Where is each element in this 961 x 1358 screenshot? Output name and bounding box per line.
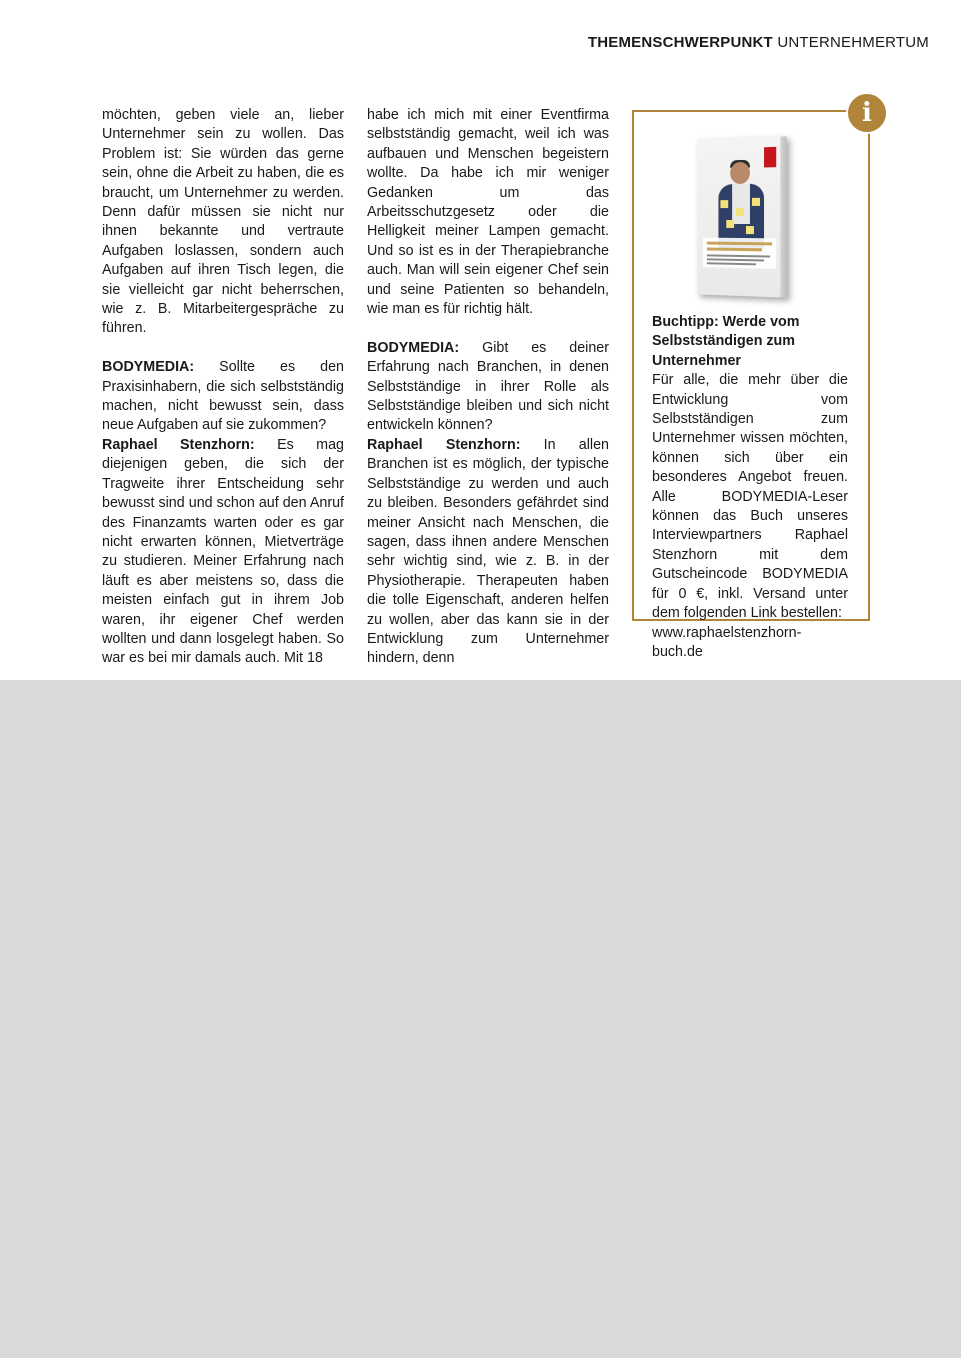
book-tip-body: Für alle, die mehr über die Entwicklung vom Selbstständigen zum Unternehmer wissen möchten, können sich über ein besonderes Angebot freuen. Alle BODYMEDIA-Leser können das Buch unseres Interviewpartners Raphael Stenzhorn mit dem Gutscheincode BODYMEDIA für 0 €, inkl. Versand unter dem folgenden Link bestellen:	[652, 372, 848, 622]
answer-paragraph	[102, 436, 344, 669]
book-cover-image	[697, 136, 786, 297]
book-tip-content	[652, 313, 848, 662]
question-paragraph	[102, 358, 344, 436]
article-column-2	[367, 106, 609, 669]
section-header	[588, 34, 929, 51]
answer-paragraph	[367, 436, 609, 669]
question-paragraph	[367, 339, 609, 436]
book-tip-link[interactable]: www.raphaelstenzhorn-buch.de	[652, 624, 802, 660]
empty-gray-area	[0, 680, 961, 1358]
info-icon: i	[846, 92, 888, 134]
question-text: Sollte es den Praxisinhabern, die sich selbstständig machen, nicht bewusst sein, dass neue Aufgaben auf sie zukommen?	[102, 359, 344, 434]
answer-text: Es mag diejenigen geben, die sich der Tragweite ihrer Entscheidung sehr bewusst sind und schon auf den Anruf des Finanzamts warten oder es gar nicht erwarten können, Mietverträge zu studieren. Meiner Erfahrung nach läuft es aber meistens so, dass die meisten einfach gut in ihrem Job waren, ihr eigener Chef werden wollten und dann losgelegt haben. So war es bei mir damals auch. Mit 18	[102, 436, 344, 667]
article-column-1	[102, 106, 344, 669]
speaker-label: BODYMEDIA:	[102, 359, 195, 376]
paragraph: habe ich mich mit einer Eventfirma selbstständig gemacht, weil ich was aufbauen und Menschen begeistern wollte. Da habe ich mir weniger Gedanken um das Arbeitsschutzgesetz oder die Helligkeit meiner Lampen gemacht. Und so ist es in der Therapiebranche auch. Man will sein eigener Chef sein und seine Patienten so behandeln, wie man es für richtig hält.	[367, 107, 609, 318]
answer-text: In allen Branchen ist es möglich, der typische Selbstständige zu werden und auch zu bleiben. Besonders gefährdet sind meiner Ansicht nach Menschen, die sagen, dass ihnen andere Menschen sehr wichtig sind, wie z. B. in der Physiotherapie. Therapeuten haben die tolle Eigenschaft, anderen helfen zu wollen, aber das kann sie in der Entwicklung zum Unternehmer hindern, denn	[367, 436, 609, 667]
speaker-label: Raphael Stenzhorn:	[367, 436, 521, 453]
header-topic: THEMENSCHWERPUNKT	[587, 34, 773, 51]
speaker-label: Raphael Stenzhorn:	[102, 436, 255, 453]
header-subtopic: UNTERNEHMERTUM	[777, 34, 929, 51]
speaker-label: BODYMEDIA:	[367, 339, 460, 356]
question-text: Gibt es deiner Erfahrung nach Branchen, in denen Selbstständige in ihrer Rolle als Selbstständige bleiben und sich nicht entwickeln können?	[367, 339, 609, 434]
book-tip-title: Buchtipp: Werde vom Selbstständigen zum Unternehmer	[652, 314, 800, 369]
paragraph: möchten, geben viele an, lieber Unternehmer sein zu wollen. Das Problem ist: Sie würden das gerne sein, ohne die Arbeit zu haben, die es braucht, um Unternehmer zu werden. Denn dafür müssen sie nicht nur ihnen bekannte und vertraute Aufgaben loslassen, sondern auch Aufgaben auf ihren Tisch legen, die sie vielleicht gar nicht beherrschen, wie z. B. Mitarbeitergespräche zu führen.	[102, 107, 344, 337]
